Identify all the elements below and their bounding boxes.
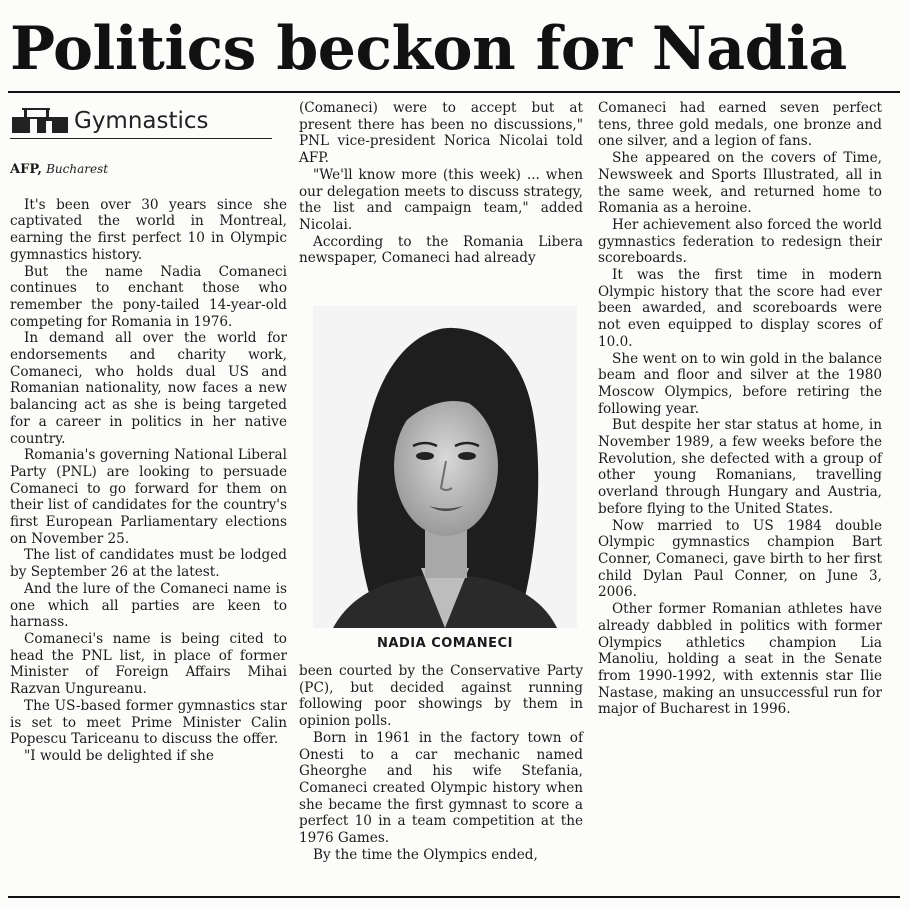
paragraph: "We'll know more (this week) ... when our delegation meets to discuss strategy, the list and campaign team," added Nicolai. xyxy=(299,166,583,233)
paragraph: Comaneci's name is being cited to head the PNL list, in place of former Minister of Foreign Affairs Mihai Razvan Ungureanu. xyxy=(10,630,287,698)
photo-caption: NADIA COMANECI xyxy=(377,636,513,651)
paragraph: Romania's governing National Liberal Party (PNL) are looking to persuade Comaneci to go forward for them on their list of candidates for the country's first European Parliamentary elections on November 25. xyxy=(10,447,287,547)
paragraph: The list of candidates must be lodged by September 26 at the latest. xyxy=(10,547,287,581)
paragraph: "I would be delighted if she xyxy=(24,747,214,764)
portrait-illustration xyxy=(313,306,577,628)
headline-rule xyxy=(8,91,900,93)
paragraph: She went on to win gold in the balance beam and floor and silver at the 1980 Moscow Olympics, before retiring the following year. xyxy=(598,350,882,417)
headline: Politics beckon for Nadia xyxy=(10,14,847,84)
paragraph: been courted by the Conservative Party (PC), but decided against running following poor showings by them in opinion polls. xyxy=(299,663,583,730)
column-3 xyxy=(598,100,882,718)
paragraph: The US-based former gymnastics star is set to meet Prime Minister Calin Popescu Tariceanu to discuss the offer. xyxy=(10,697,287,748)
paragraph: It's been over 30 years since she captivated the world in Montreal, earning the first perfect 10 in Olympic gymnastics history. xyxy=(10,196,287,263)
column-2-bottom xyxy=(299,663,583,863)
byline xyxy=(10,161,287,179)
paragraph: Her achievement also forced the world gymnastics federation to redesign their scoreboards. xyxy=(598,216,882,267)
column-1 xyxy=(10,98,287,765)
section-label: Gymnastics xyxy=(74,107,209,134)
bottom-rule xyxy=(8,896,900,898)
paragraph: She appeared on the covers of Time, Newsweek and Sports Illustrated, all in the same week, and returned home to Romania as a heroine. xyxy=(598,150,882,217)
paragraph: Comaneci had earned seven perfect tens, three gold medals, one bronze and one silver, and a legion of fans. xyxy=(598,100,882,150)
paragraph: But the name Nadia Comaneci continues to enchant those who remember the pony-tailed 14-year-old competing for Romania in 1976. xyxy=(10,263,287,330)
column-2-top xyxy=(299,100,583,267)
paragraph: By the time the Olympics ended, xyxy=(313,846,538,863)
paragraph: In demand all over the world for endorsements and charity work, Comaneci, who holds dual US and Romanian nationality, now faces a new balancing act as she is being targeted for a career in politics in her native country. xyxy=(10,330,287,447)
byline-location: Bucharest xyxy=(46,162,109,176)
portrait-photo xyxy=(313,306,577,628)
paragraph: It was the first time in modern Olympic history that the score had ever been awarded, and scoreboards were not even equipped to display scores of 10.0. xyxy=(598,267,882,350)
gymnast-bars-icon xyxy=(10,107,70,135)
paragraph: Born in 1961 in the factory town of Onesti to a car mechanic named Gheorghe and his wife Stefania, Comaneci created Olympic history when she became the first gymnast to score a perfect 10 in a team competition at the 1976 Games. xyxy=(299,729,583,847)
paragraph: According to the Romania Libera newspaper, Comaneci had already xyxy=(299,233,583,267)
paragraph: But despite her star status at home, in November 1989, a few weeks before the Revolution, she defected with a group of other young Romanians, travelling overland through Hungary and Austria, before flying to the United States. xyxy=(598,417,882,517)
paragraph: Other former Romanian athletes have already dabbled in politics with former Olympics athletics champion Lia Manoliu, holding a seat in the Senate from 1990-1992, with extennis star Ilie Nastase, making an unsuccessful run for major of Bucharest in 1996. xyxy=(598,601,882,718)
paragraph: Now married to US 1984 double Olympic gymnastics champion Bart Conner, Comaneci, gave birth to her first child Dylan Paul Conner, on June 3, 2006. xyxy=(598,517,882,601)
paragraph: And the lure of the Comaneci name is one which all parties are keen to harnass. xyxy=(10,580,287,631)
paragraph: (Comaneci) were to accept but at present there has been no discussions," PNL vice-president Norica Nicolai told AFP. xyxy=(299,100,583,167)
byline-source: AFP, xyxy=(10,162,42,177)
section-tag xyxy=(10,104,272,139)
